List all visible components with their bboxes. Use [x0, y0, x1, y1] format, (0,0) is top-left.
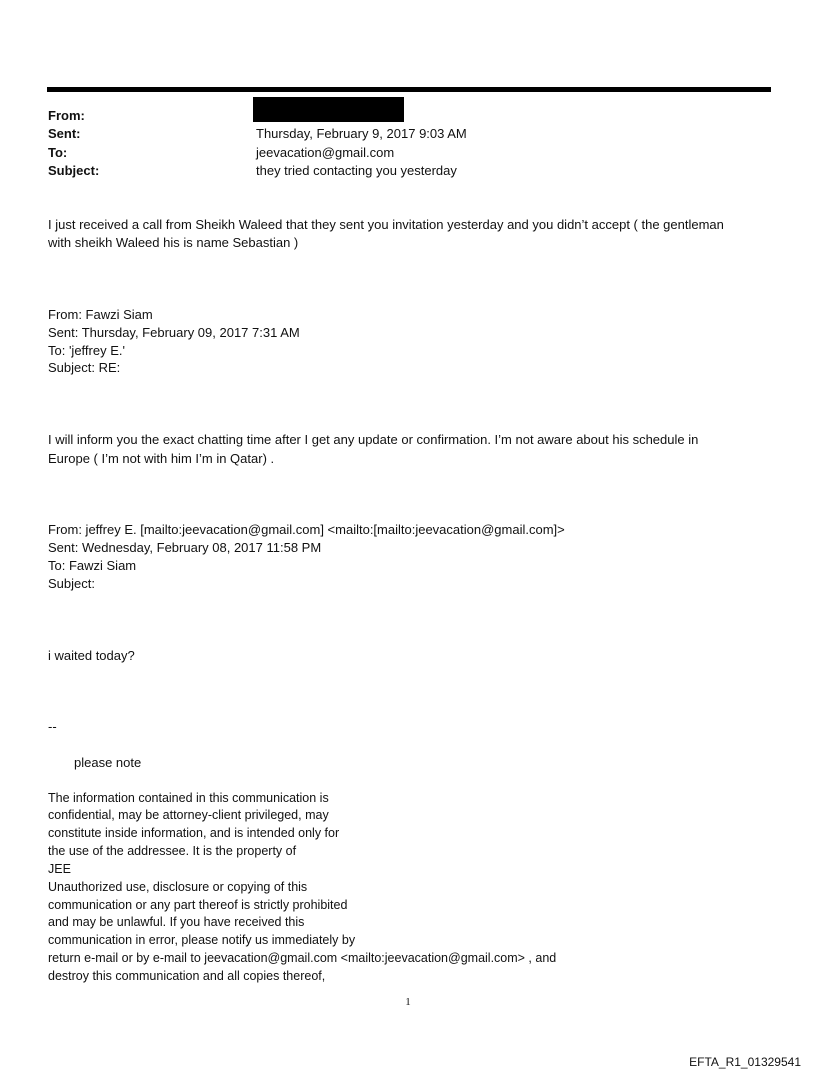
- page-number: 1: [405, 996, 411, 1008]
- disclaimer-line: destroy this communication and all copies thereof,: [48, 969, 326, 983]
- quoted-from-1: From: Fawzi Siam: [48, 307, 153, 322]
- body-paragraph-3: i waited today?: [48, 648, 135, 663]
- disclaimer-line: and may be unlawful. If you have received this: [48, 915, 305, 929]
- from-label: From:: [48, 108, 85, 123]
- header-rule: [47, 87, 771, 92]
- redaction-box: [253, 97, 404, 122]
- disclaimer-line: the use of the addressee. It is the property of: [48, 844, 297, 858]
- disclaimer-line: confidential, may be attorney-client privileged, may: [48, 808, 329, 822]
- to-label: To:: [48, 145, 68, 160]
- body-paragraph-1-line-2: with sheikh Waleed his is name Sebastian ): [48, 235, 299, 250]
- to-value: jeevacation@gmail.com: [256, 145, 395, 160]
- document-id: EFTA_R1_01329541: [689, 1055, 801, 1069]
- disclaimer-line: communication or any part thereof is strictly prohibited: [48, 898, 348, 912]
- quoted-subject-1: Subject: RE:: [48, 360, 121, 375]
- disclaimer-line: JEE: [48, 862, 71, 876]
- quoted-to-2: To: Fawzi Siam: [48, 558, 137, 573]
- disclaimer-line: The information contained in this communication is: [48, 791, 329, 805]
- quoted-subject-2: Subject:: [48, 576, 95, 591]
- body-paragraph-1-line-1: I just received a call from Sheikh Waleed that they sent you invitation yesterday and you didn’t accept ( the gentleman: [48, 217, 724, 232]
- signature-separator: --: [48, 719, 57, 734]
- quoted-from-2: From: jeffrey E. [mailto:jeevacation@gmail.com] <mailto:[mailto:jeevacation@gmail.com]>: [48, 522, 565, 537]
- disclaimer-line: communication in error, please notify us immediately by: [48, 933, 356, 947]
- body-paragraph-2-line-1: I will inform you the exact chatting time after I get any update or confirmation. I’m not aware about his schedule in: [48, 432, 699, 447]
- quoted-to-1: To: 'jeffrey E.': [48, 343, 125, 358]
- please-note: please note: [74, 755, 142, 770]
- disclaimer-line: constitute inside information, and is intended only for: [48, 826, 340, 840]
- disclaimer-line: Unauthorized use, disclosure or copying of this: [48, 880, 308, 894]
- sent-label: Sent:: [48, 126, 81, 141]
- quoted-sent-1: Sent: Thursday, February 09, 2017 7:31 AM: [48, 325, 300, 340]
- body-paragraph-2-line-2: Europe ( I’m not with him I’m in Qatar) .: [48, 451, 275, 466]
- subject-label: Subject:: [48, 163, 100, 178]
- disclaimer-line: return e-mail or by e-mail to jeevacation@gmail.com <mailto:jeevacation@gmail.com> , and: [48, 951, 557, 965]
- sent-value: Thursday, February 9, 2017 9:03 AM: [256, 126, 467, 141]
- quoted-sent-2: Sent: Wednesday, February 08, 2017 11:58 PM: [48, 540, 322, 555]
- subject-value: they tried contacting you yesterday: [256, 163, 457, 178]
